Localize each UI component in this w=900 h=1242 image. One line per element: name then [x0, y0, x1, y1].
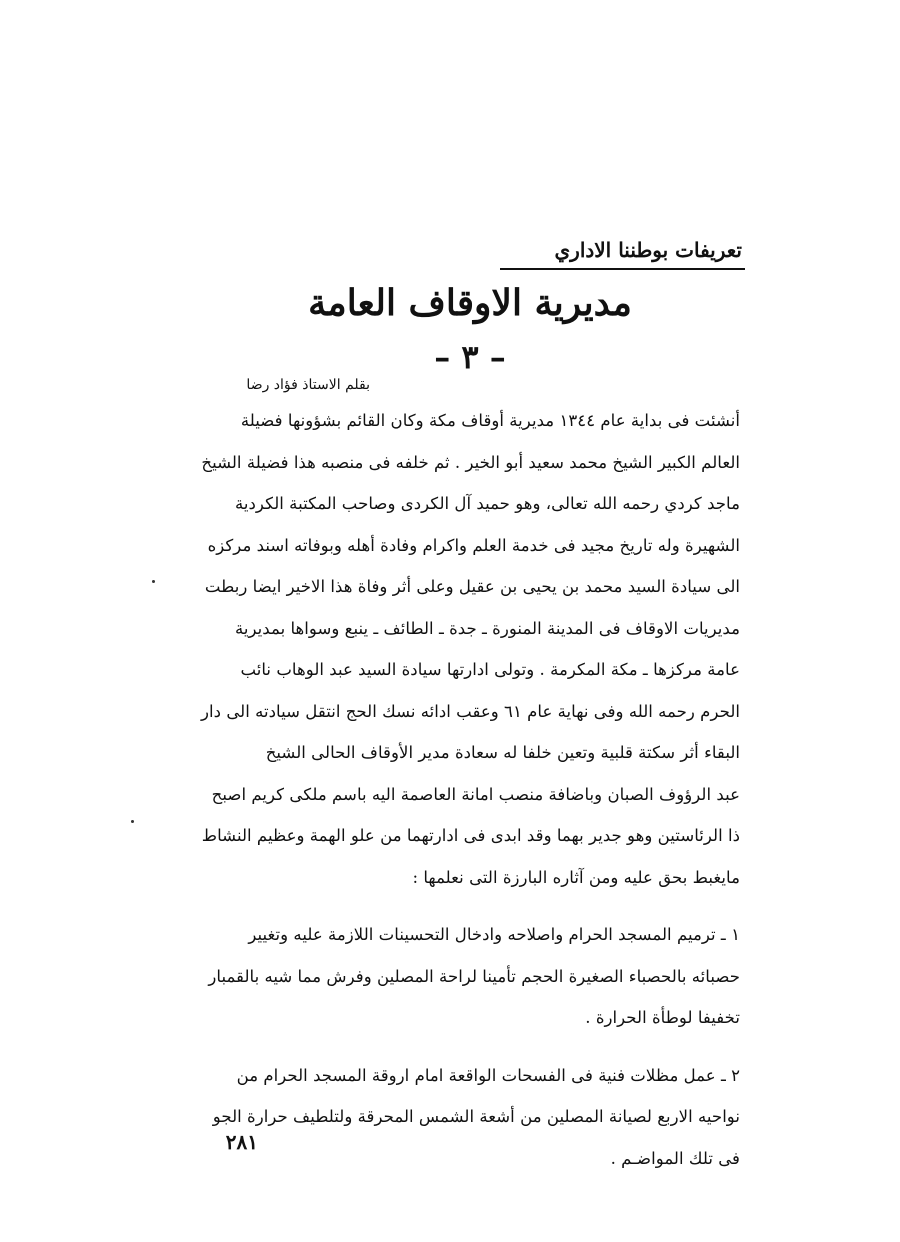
text-line: البقاء أثر سكتة قلبية وتعين خلفا له سعادة مدير الأوقاف الحالى الشيخ: [265, 743, 740, 762]
text-line: مديريات الاوقاف فى المدينة المنورة ـ جدة ـ الطائف ـ ينبع وسواها بمديرية: [235, 618, 740, 638]
margin-mark: [152, 580, 155, 583]
section-header: تعريفات بوطننا الاداري: [554, 238, 742, 262]
text-line: ماجد كردي رحمه الله تعالى، وهو حميد آل الكردى وصاحب المكتبة الكردية: [235, 494, 740, 513]
list-item-2-line: نواحيه الاربع لصيانة المصلين من أشعة الشمس المحرقة ولتلطيف حرارة الجو: [212, 1107, 740, 1126]
text-line: مايغبط بحق عليه ومن آثاره البارزة التى نعلمها :: [412, 867, 740, 887]
text-line: الشهيرة وله تاريخ مجيد فى خدمة العلم واكرام وفادة أهله وبوفاته اسند مركزه: [207, 535, 740, 555]
text-line: الحرم رحمه الله وفى نهاية عام ٦١ وعقب ادائه نسك الحج انتقل سيادته الى دار: [201, 701, 740, 721]
text-line: عامة مركزها ـ مكة المكرمة . وتولى ادارتها سيادة السيد عبد الوهاب نائب: [240, 660, 740, 679]
paragraph-gap: [150, 898, 740, 914]
list-item-2-line: فى تلك المواضـم .: [610, 1148, 740, 1168]
text-line: عبد الرؤوف الصبان وباضافة منصب امانة العاصمة اليه باسم ملكى كريم اصبح: [211, 784, 740, 804]
text-line: ذا الرئاستين وهو جدير بهما وقد ابدى فى ادارتهما من علو الهمة وعظيم النشاط: [201, 826, 740, 845]
page-title: مديرية الاوقاف العامة: [308, 282, 632, 324]
article-body: [150, 400, 740, 1179]
paragraph-gap: [150, 1039, 740, 1055]
part-number: – ٣ –: [434, 338, 506, 376]
list-item-2-line: ٢ ـ عمل مظلات فنية فى الفسحات الواقعة امام اروقة المسجد الحرام من: [236, 1065, 740, 1085]
list-item-1-line: ١ ـ ترميم المسجد الحرام واصلاحه وادخال التحسينات اللازمة عليه وتغيير: [248, 925, 740, 944]
list-item-1-line: تخفيفا لوطأة الحرارة .: [585, 1008, 740, 1027]
list-item-1-line: حصبائه بالحصباء الصغيرة الحجم تأمينا لراحة المصلين وفرش مما شيه بالقمبار: [208, 966, 740, 986]
page-number: ٢٨١: [225, 1130, 258, 1154]
text-line: الى سيادة السيد محمد بن يحيى بن عقيل وعلى أثر وفاة هذا الاخير ايضا ربطت: [204, 577, 740, 596]
margin-mark: [131, 820, 134, 823]
header-underline: [500, 268, 745, 270]
text-line: أنشئت فى بداية عام ١٣٤٤ مديرية أوقاف مكة وكان القائم بشؤونها فضيلة: [240, 411, 740, 430]
text-line: العالم الكبير الشيخ محمد سعيد أبو الخير . ثم خلفه فى منصبه هذا فضيلة الشيخ: [201, 452, 740, 472]
author-byline: بقلم الاستاذ فؤاد رضا: [246, 377, 370, 393]
